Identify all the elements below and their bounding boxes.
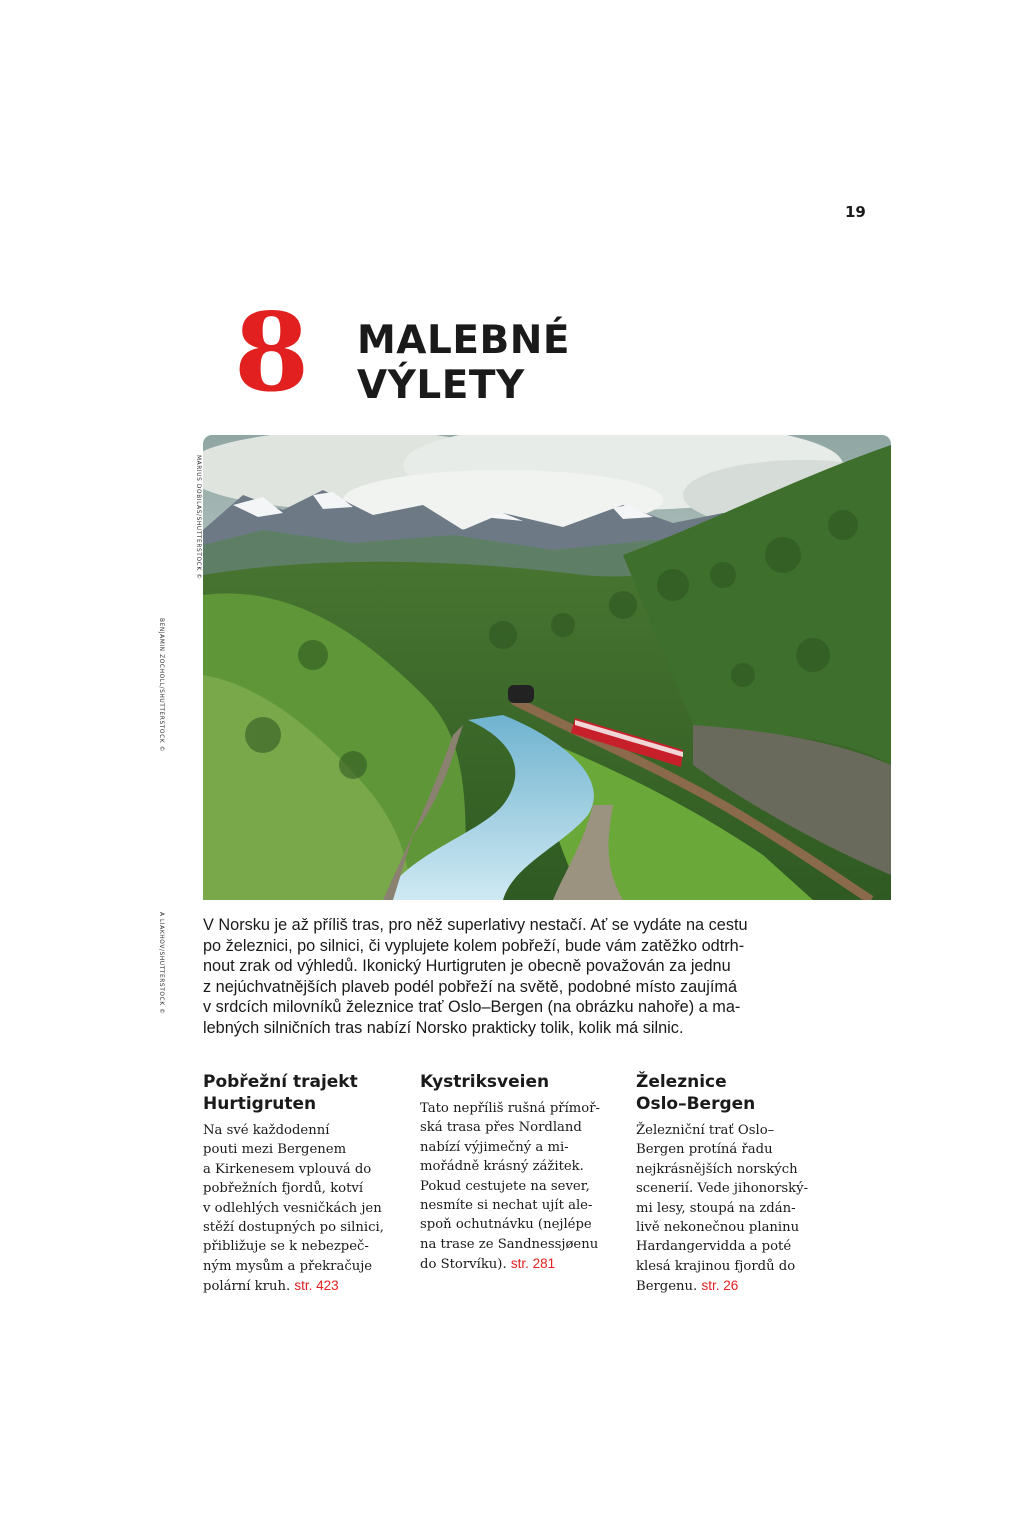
body-line: scenerií. Vede jihonorský-	[636, 1181, 809, 1197]
body-line: mi lesy, stoupá na zdán-	[636, 1200, 796, 1216]
intro-paragraph	[203, 915, 823, 1039]
body-line: ská trasa přes Nordland	[420, 1120, 582, 1136]
body-line: pobřežních fjordů, kotví	[203, 1181, 364, 1197]
body-line: Bergen protíná řadu	[636, 1142, 773, 1158]
section-heading	[203, 1071, 393, 1115]
side-credit: A LIAKHOV/SHUTTERSTOCK ©	[158, 912, 166, 1015]
landscape-photo	[203, 435, 891, 900]
body-line: Hardangervidda a poté	[636, 1239, 792, 1255]
section-heading-line: Pobřežní trajekt	[203, 1072, 358, 1092]
section-body	[636, 1121, 826, 1297]
intro-line: z nejúchvatnějších plaveb podél pobřeží na světě, podobné místo zaujímá	[203, 977, 737, 996]
photo-credit: MARIUS DOBILAS/SHUTTERSTOCK ©	[195, 455, 203, 580]
body-line: Pokud cestujete na sever,	[420, 1178, 590, 1194]
body-line: a Kirkenesem vplouvá do	[203, 1161, 372, 1177]
body-line: přibližuje se k nebezpeč-	[203, 1239, 369, 1255]
intro-line: nout zrak od výhledů. Ikonický Hurtigruten je obecně považován za jednu	[203, 957, 731, 976]
section-heading	[636, 1071, 826, 1115]
body-line: ným mysům a překračuje	[203, 1258, 373, 1274]
side-credit: BENJAMIN ZOCHOLL/SHUTTERSTOCK ©	[158, 618, 166, 753]
section-heading-line: Hurtigruten	[203, 1094, 317, 1114]
section-body	[203, 1121, 393, 1297]
body-line: Bergenu.	[636, 1279, 698, 1295]
page-reference-link[interactable]: str. 281	[510, 1256, 556, 1272]
body-line: mořádně krásný zážitek.	[420, 1159, 584, 1175]
section-oslo-bergen	[636, 1071, 826, 1297]
section-heading-line: Oslo–Bergen	[636, 1094, 756, 1114]
section-heading	[420, 1071, 610, 1093]
body-line: livě nekonečnou planinu	[636, 1220, 800, 1236]
chapter-title	[357, 318, 570, 408]
section-body	[420, 1099, 610, 1275]
page-reference-link[interactable]: str. 423	[294, 1278, 339, 1294]
body-line: Železniční trať Oslo–	[636, 1123, 775, 1138]
intro-line: po železnici, po silnici, či vyplujete kolem pobřeží, bude vám zatěžko odtrh-	[203, 936, 745, 955]
body-line: klesá krajinou fjordů do	[636, 1258, 796, 1274]
body-line: polární kruh.	[203, 1279, 291, 1295]
body-line: nejkrásnějších norských	[636, 1161, 798, 1177]
body-line: Tato nepříliš rušná přímoř-	[420, 1101, 601, 1116]
body-line: Na své každodenní	[203, 1123, 330, 1138]
page-reference-link[interactable]: str. 26	[701, 1278, 739, 1294]
body-line: stěží dostupných po silnici,	[203, 1220, 384, 1236]
section-heading-line: Kystriksveien	[420, 1072, 550, 1092]
body-line: nesmíte si nechat ujít ale-	[420, 1198, 593, 1214]
body-line: nabízí výjimečný a mi-	[420, 1139, 569, 1155]
body-line: spoň ochutnávku (nejlépe	[420, 1217, 592, 1233]
chapter-title-line: VÝLETY	[357, 363, 525, 408]
section-kystriksveien	[420, 1071, 610, 1275]
chapter-title-line: MALEBNÉ	[357, 318, 570, 363]
body-line: pouti mezi Bergenem	[203, 1142, 347, 1158]
page-number: 19	[845, 203, 866, 221]
section-heading-line: Železnice	[636, 1072, 727, 1092]
body-line: na trase ze Sandnessjøenu	[420, 1236, 599, 1252]
intro-line: V Norsku je až příliš tras, pro něž superlativy nestačí. Ať se vydáte na cestu	[203, 916, 748, 934]
body-line: v odlehlých vesničkách jen	[203, 1200, 382, 1216]
chapter-number: 8	[234, 290, 310, 416]
intro-line: v srdcích milovníků železnice trať Oslo–Bergen (na obrázku nahoře) a ma-	[203, 998, 741, 1017]
intro-line: lebných silničních tras nabízí Norsko prakticky tolik, kolik má silnic.	[203, 1018, 684, 1037]
section-hurtigruten	[203, 1071, 393, 1297]
body-line: do Storvíku).	[420, 1257, 507, 1273]
